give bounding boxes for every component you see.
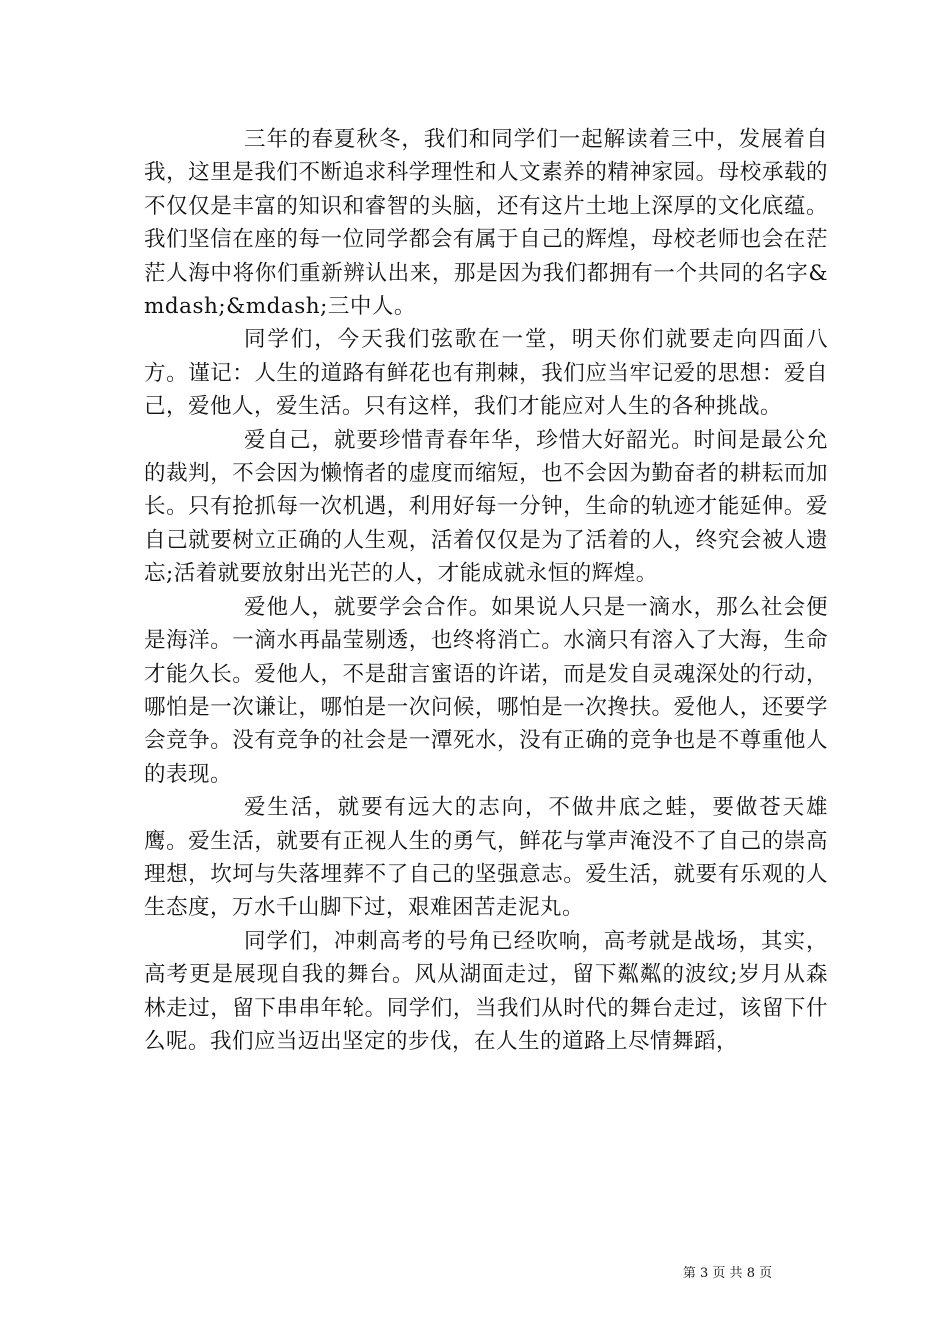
paragraph-6: 同学们，冲刺高考的号角已经吹响，高考就是战场，其实，高考更是展现自我的舞台。风从湖面走过，留下粼粼的波纹;岁月从森林走过，留下串串年轮。同学们，当我们从时代的舞台走过，该留下什么呢。我们应当迈出坚定的步伐，在人生的道路上尽情舞蹈，	[144, 928, 828, 1054]
paragraph-4: 爱他人，就要学会合作。如果说人只是一滴水，那么社会便是海洋。一滴水再晶莹剔透，也终将消亡。水滴只有溶入了大海，生命才能久长。爱他人，不是甜言蜜语的许诺，而是发自灵魂深处的行动，哪怕是一次谦让，哪怕是一次问候，哪怕是一次搀扶。爱他人，还要学会竞争。没有竞争的社会是一潭死水，没有正确的竞争也是不尊重他人的表现。	[144, 594, 828, 787]
page-number-footer: 第 3 页 共 8 页	[682, 1266, 773, 1281]
paragraph-2: 同学们，今天我们弦歌在一堂，明天你们就要走向四面八方。谨记：人生的道路有鲜花也有荆棘，我们应当牢记爱的思想：爱自己，爱他人，爱生活。只有这样，我们才能应对人生的各种挑战。	[144, 327, 828, 420]
paragraph-5: 爱生活，就要有远大的志向，不做井底之蛙，要做苍天雄鹰。爱生活，就要有正视人生的勇气，鲜花与掌声淹没不了自己的崇高理想，坎坷与失落埋葬不了自己的坚强意志。爱生活，就要有乐观的人生态度，万水千山脚下过，艰难困苦走泥丸。	[144, 795, 828, 921]
paragraph-3: 爱自己，就要珍惜青春年华，珍惜大好韶光。时间是最公允的裁判，不会因为懒惰者的虚度而缩短，也不会因为勤奋者的耕耘而加长。只有抢抓每一次机遇，利用好每一分钟，生命的轨迹才能延伸。爱自己就要树立正确的人生观，活着仅仅是为了活着的人，终究会被人遗忘;活着就要放射出光芒的人，才能成就永恒的辉煌。	[144, 427, 828, 587]
paragraph-1: 三年的春夏秋冬，我们和同学们一起解读着三中，发展着自我，这里是我们不断追求科学理性和人文素养的精神家园。母校承载的不仅仅是丰富的知识和睿智的头脑，还有这片土地上深厚的文化底蕴。我们坚信在座的每一位同学都会有属于自己的辉煌，母校老师也会在茫茫人海中将你们重新辨认出来，那是因为我们都拥有一个共同的名字&mdash;&mdash;三中人。	[144, 127, 828, 320]
document-body	[144, 123, 828, 1058]
